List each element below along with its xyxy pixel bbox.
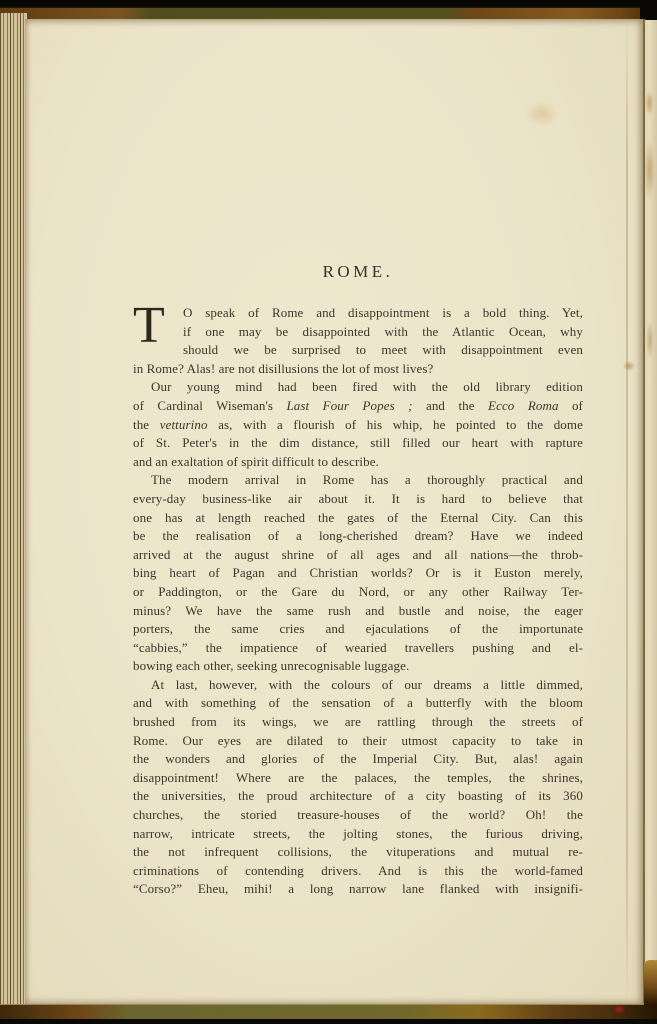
text-line <box>133 657 583 676</box>
italic-text-segment: Ecco Roma <box>488 397 559 413</box>
text-segment: Rome. Our eyes are dilated to their utmost capacity to take in <box>133 732 583 748</box>
text-segment: arrived at the august shrine of all ages and all nations—the throb- <box>133 546 583 562</box>
text-segment: the <box>133 416 160 432</box>
text-line <box>133 862 583 881</box>
text-line <box>133 676 583 695</box>
text-segment: the wonders and glories of the Imperial City. But, alas! again <box>133 751 583 767</box>
text-segment: criminations of contending drivers. And is this the world-famed <box>133 862 583 878</box>
text-segment: churches, the storied treasure-houses of the world? Oh! the <box>133 807 583 823</box>
text-segment: “cabbies,” the impatience of wearied travellers pushing and el- <box>133 639 583 655</box>
text-line <box>133 880 583 899</box>
text-segment: in Rome? Alas! are not disillusions the lot of most lives? <box>133 360 434 376</box>
text-segment: narrow, intricate streets, the jolting stones, the furious driving, <box>133 825 583 841</box>
text-segment: and an exaltation of spirit difficult to describe. <box>133 453 379 469</box>
text-line <box>133 471 583 490</box>
text-line <box>133 787 583 806</box>
text-line <box>133 806 583 825</box>
text-line <box>133 769 583 788</box>
text-line <box>133 564 583 583</box>
text-segment: Our young mind had been fired with the old library edition <box>151 379 583 395</box>
text-line <box>133 639 583 658</box>
cover-corner-curl <box>644 960 657 1006</box>
stacked-page-edges-left <box>0 13 27 1012</box>
text-segment: and the <box>412 397 489 413</box>
text-line <box>133 620 583 639</box>
text-line <box>133 843 583 862</box>
text-segment: bowing each other, seeking unrecognisable luggage. <box>133 658 410 674</box>
drop-cap: T <box>133 297 165 354</box>
text-line <box>133 583 583 602</box>
text-segment: as, with a flourish of his whip, he pointed to the dome <box>207 416 583 432</box>
book-page <box>25 19 645 1005</box>
text-segment: if one may be disappointed with the Atlantic Ocean, why <box>183 323 583 339</box>
fore-edge-right <box>644 20 657 1004</box>
text-line <box>133 732 583 751</box>
text-line <box>133 434 583 453</box>
text-segment: of <box>558 397 583 413</box>
text-segment: of St. Peter's in the dim distance, still filled our heart with rapture <box>133 435 583 451</box>
text-segment: of Cardinal Wiseman's <box>133 397 287 413</box>
text-line <box>133 490 583 509</box>
text-line <box>133 546 583 565</box>
text-line <box>133 750 583 769</box>
text-segment: disappointment! Where are the palaces, the temples, the shrines, <box>133 769 583 785</box>
text-segment: The modern arrival in Rome has a thoroughly practical and <box>151 472 583 488</box>
book-cover-bottom-edge <box>0 1004 657 1019</box>
text-line <box>133 378 583 397</box>
foxing-stain <box>525 101 559 127</box>
text-line <box>133 416 583 435</box>
text-segment: should we be surprised to meet with disappointment even <box>183 342 583 358</box>
text-segment: O speak of Rome and disappointment is a bold thing. Yet, <box>183 305 583 320</box>
text-line <box>133 304 583 323</box>
text-segment: At last, however, with the colours of our dreams a little dimmed, <box>151 676 583 692</box>
text-line <box>133 453 583 472</box>
cover-stain <box>613 1005 625 1014</box>
text-line <box>133 341 583 360</box>
text-line <box>133 527 583 546</box>
italic-text-segment: Last Four Popes ; <box>286 397 413 413</box>
foxing-stain <box>623 361 635 371</box>
text-line <box>133 397 583 416</box>
text-line <box>133 825 583 844</box>
page-crease <box>626 19 628 1005</box>
text-segment: be the realisation of a long-cherished dream? Have we indeed <box>133 528 583 544</box>
text-segment: the universities, the proud architecture of a city boasting of its 360 <box>133 788 583 804</box>
text-segment: “Corso?” Eheu, mihi! a long narrow lane flanked with insignifi- <box>133 881 583 897</box>
text-segment: bing heart of Pagan and Christian worlds? Or is it Euston merely, <box>133 565 583 581</box>
text-block <box>133 297 583 899</box>
text-line <box>133 509 583 528</box>
text-segment: every-day business-like air about it. It is hard to believe that <box>133 490 583 506</box>
text-line <box>133 602 583 621</box>
italic-text-segment: vetturino <box>159 416 208 432</box>
text-segment: or Paddington, or the Gare du Nord, or any other Railway Ter- <box>133 583 583 599</box>
text-line <box>133 360 583 379</box>
foxing-stain <box>645 90 654 116</box>
text-segment: brushed from its wings, we are rattling through the streets of <box>133 714 583 730</box>
text-line <box>133 323 583 342</box>
text-line <box>133 713 583 732</box>
text-segment: minus? We have the same rush and bustle and noise, the eager <box>133 602 583 618</box>
foxing-stain <box>646 320 654 360</box>
text-segment: one has at length reached the gates of the Eternal City. Can this <box>133 509 583 525</box>
page-title: ROME. <box>322 262 394 281</box>
text-line <box>133 694 583 713</box>
text-segment: and with something of the sensation of a butterfly with the bloom <box>133 695 583 711</box>
text-segment: the not infrequent collisions, the vituperations and mutual re- <box>133 844 583 860</box>
text-segment: porters, the same cries and ejaculations of the importunate <box>133 621 583 637</box>
foxing-stain <box>644 140 655 200</box>
